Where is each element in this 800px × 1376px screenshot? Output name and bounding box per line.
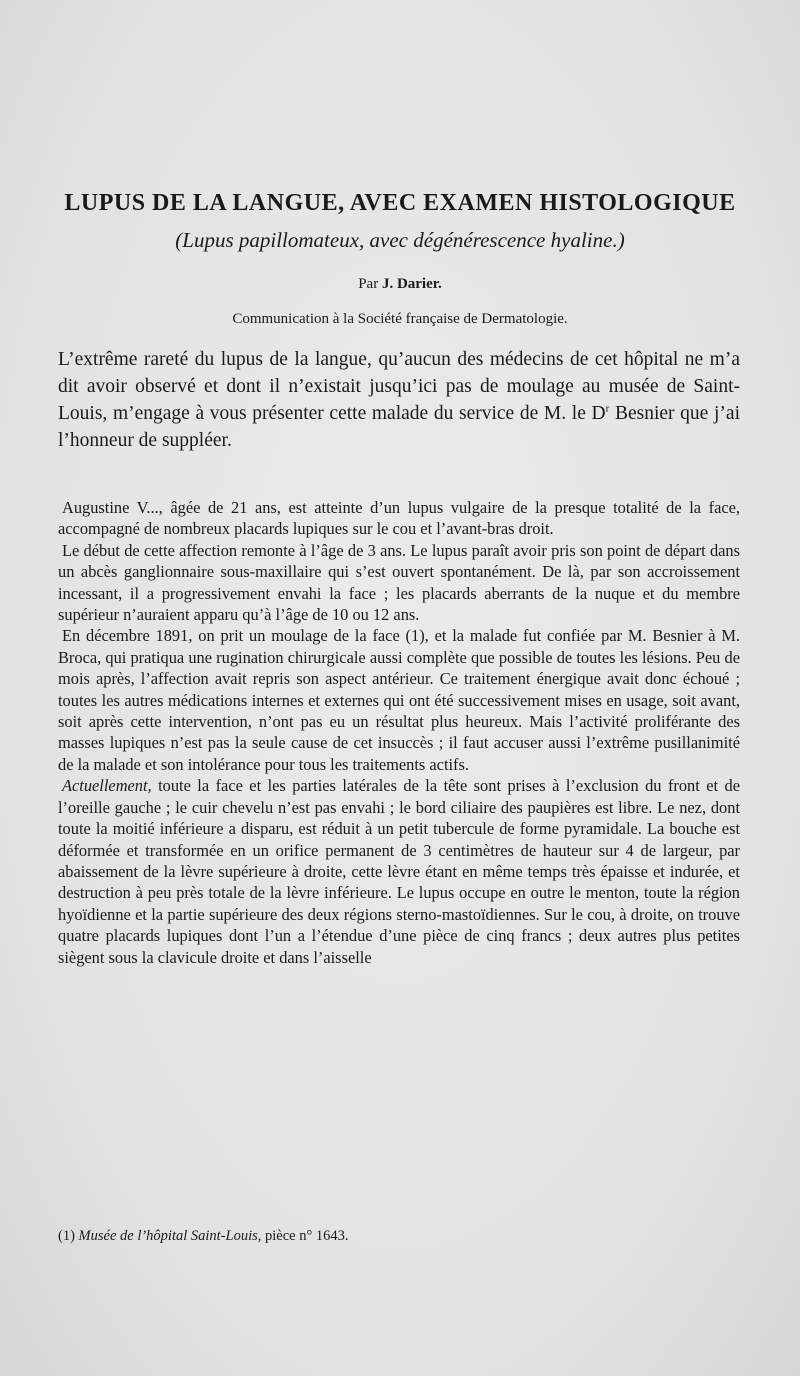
paragraph-4-lead: Actuellement,: [62, 776, 152, 796]
footnote: [58, 1228, 740, 1245]
intro-paragraph: [58, 346, 740, 454]
intro-text-1: L’extrême rareté du lupus de la langue, qu’aucun des médecins de cet hôpital ne m’a dit avoir observé et dont il n’existait jusqu’ici pas de moulage au musée de Saint-Louis, m’engage à vous présenter cette malade du service de M. le D: [58, 349, 740, 424]
footnote-source: Musée de l’hôpital Saint-Louis,: [78, 1228, 262, 1244]
body-text: [58, 497, 740, 968]
byline: [40, 276, 760, 293]
paragraph-2: Le début de cette affection remonte à l’âge de 3 ans. Le lupus paraît avoir pris son point de départ dans un abcès ganglionnaire sous-maxillaire qui s’est ouvert spontanément. De là, par son accroissement incessant, il a progressivement envahi la face ; les placards aberrants de la nuque et du membre supérieur n’auraient apparu qu’à l’âge de 10 ou 12 ans.: [58, 540, 740, 625]
paragraph-4-text: toute la face et les parties latérales de la tête sont prises à l’exclusion du front et de l’oreille gauche ; le cuir chevelu n’est pas envahi ; le bord ciliaire des paupières est libre. Le nez, dont toute la moitié inférieure a disparu, est réduit à un petit tubercule de forme pyramidale. La bouche est déformée et transformée en un orifice permanent de 3 centimètres de hauteur sur 4 de largeur, par abaissement de la lèvre supérieure à droite, cette lèvre étant en même temps très épaisse et indurée, et destruction à peu près totale de la lèvre inférieure. Le lupus occupe en outre le menton, toute la région hyoïdienne et la partie supérieure des deux régions sterno-mastoïdiennes. Sur le cou, à droite, on trouve quatre placards lupiques dont l’un a l’étendue d’une pièce de cinq francs ; deux autres plus petites siègent sous la clavicule droite et dans l’aisselle: [58, 776, 740, 967]
paragraph-1: Augustine V..., âgée de 21 ans, est atteinte d’un lupus vulgaire de la presque totalité de la face, accompagné de nombreux placards lupiques sur le cou et l’avant-bras droit.: [58, 498, 740, 539]
article-subtitle: (Lupus papillomateux, avec dégénérescence hyaline.): [175, 228, 625, 252]
article-title: LUPUS DE LA LANGUE, AVEC EXAMEN HISTOLOGIQUE: [64, 190, 736, 216]
communication-note: Communication à la Société française de Dermatologie.: [232, 311, 568, 327]
byline-prefix: Par: [358, 276, 379, 292]
paragraph-4: [58, 775, 740, 968]
footnote-number: (1): [58, 1228, 75, 1244]
author-name: J. Darier.: [381, 276, 442, 292]
paragraph-3: En décembre 1891, on prit un moulage de la face (1), et la malade fut confiée par M. Besnier à M. Broca, qui pratiqua une rugination chirurgicale aussi complète que possible de toutes les lésions. Peu de mois après, l’affection avait repris son aspect antérieur. Ce traitement énergique avait donc échoué ; toutes les autres médications internes et externes qui ont été successivement mises en usage, soit avant, soit après cette intervention, n’ont pas eu un résultat plus heureux. Mais l’activité proliférante des masses lupiques n’est pas la seule cause de cet insuccès ; il faut accuser aussi l’extrême pusillanimité de la malade et son intolérance pour tous les traitements actifs.: [58, 626, 740, 774]
footnote-reference: pièce n° 1643.: [261, 1228, 349, 1244]
intro-text-2: Besnier que j’ai l’honneur de suppléer.: [58, 403, 740, 451]
intro-superscript: r: [605, 402, 610, 415]
